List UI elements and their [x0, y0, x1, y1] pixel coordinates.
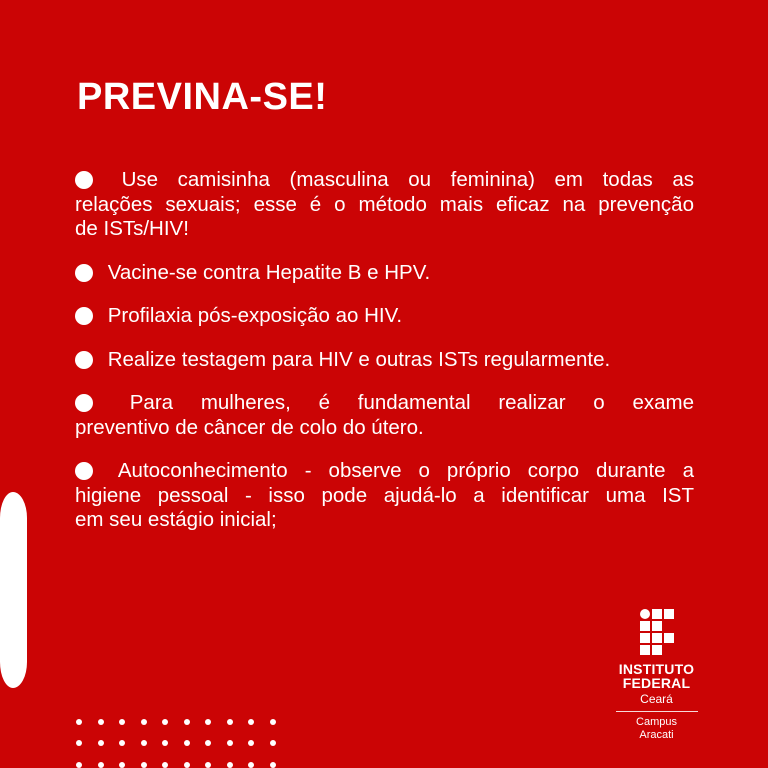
- bullet-line: Autoconhecimento - observe o próprio corpo durante a: [75, 459, 694, 484]
- logo-square-cell: [652, 645, 662, 655]
- decor-dot: [119, 762, 125, 768]
- decor-dot: [76, 719, 82, 725]
- decor-dot: [98, 762, 104, 768]
- logo-square-cell: [664, 621, 674, 631]
- decor-dot: [76, 762, 82, 768]
- bullet-item: [75, 348, 694, 373]
- bullet-dot-icon: [75, 462, 93, 480]
- bullet-list: [75, 168, 694, 552]
- bullet-item: [75, 261, 694, 286]
- logo-text-campus: Campus: [636, 716, 677, 728]
- bullet-line: Realize testagem para HIV e outras ISTs regularmente.: [75, 348, 694, 373]
- decor-dot: [248, 719, 254, 725]
- logo-square-cell: [640, 621, 650, 631]
- decor-dot: [248, 762, 254, 768]
- logo-text-instituto: INSTITUTO: [618, 661, 695, 677]
- bullet-line: preventivo de câncer de colo do útero.: [75, 415, 424, 439]
- logo-square-cell: [664, 633, 674, 643]
- bullet-item: [75, 391, 694, 440]
- page-title: PREVINA-SE!: [77, 76, 328, 118]
- decor-dot: [205, 740, 211, 746]
- decor-dot: [227, 719, 233, 725]
- bullet-dot-icon: [75, 307, 93, 325]
- logo-square-cell: [640, 633, 650, 643]
- bullet-dot-icon: [75, 394, 93, 412]
- bullet-dot-icon: [75, 351, 93, 369]
- decor-dot: [98, 719, 104, 725]
- decor-dot: [119, 719, 125, 725]
- bullet-item: [75, 168, 694, 242]
- decor-dot: [205, 762, 211, 768]
- if-logo-icon: [640, 609, 674, 655]
- logo-text-aracati: Aracati: [639, 728, 674, 741]
- logo-divider: [616, 711, 698, 712]
- logo-text-federal: FEDERAL: [622, 675, 691, 691]
- decor-dot: [162, 740, 168, 746]
- logo-square-cell: [652, 633, 662, 643]
- decor-dot: [227, 762, 233, 768]
- bullet-line: Profilaxia pós-exposição ao HIV.: [75, 304, 694, 329]
- bullet-dot-icon: [75, 264, 93, 282]
- decor-dot: [98, 740, 104, 746]
- decor-dot: [162, 719, 168, 725]
- bullet-line: higiene pessoal - isso pode ajudá-lo a identificar uma IST: [75, 483, 694, 507]
- decor-dot: [141, 719, 147, 725]
- decor-dot: [270, 719, 276, 725]
- decor-dot: [205, 719, 211, 725]
- instituto-federal-logo: [596, 606, 717, 741]
- decor-dot: [162, 762, 168, 768]
- decor-dot: [119, 740, 125, 746]
- decor-dot: [141, 740, 147, 746]
- decor-dot: [270, 740, 276, 746]
- decor-dot: [76, 740, 82, 746]
- bullet-line: Vacine-se contra Hepatite B e HPV.: [75, 261, 694, 286]
- logo-circle-cell: [640, 609, 650, 619]
- logo-square-cell: [664, 645, 674, 655]
- bullet-line: em seu estágio inicial;: [75, 508, 277, 531]
- decor-dot: [227, 740, 233, 746]
- logo-text-ceara: Ceará: [640, 692, 673, 706]
- bullet-line: Use camisinha (masculina ou feminina) em todas as: [75, 168, 694, 193]
- bullet-item: [75, 459, 694, 533]
- logo-square-cell: [640, 645, 650, 655]
- bullet-item: [75, 304, 694, 329]
- bullet-dot-icon: [75, 171, 93, 189]
- left-rounded-shape: [0, 492, 27, 688]
- dot-grid-decoration: [74, 711, 289, 768]
- decor-dot: [270, 762, 276, 768]
- decor-dot: [248, 740, 254, 746]
- decor-dot: [184, 762, 190, 768]
- decor-dot: [141, 762, 147, 768]
- bullet-line: de ISTs/HIV!: [75, 217, 189, 240]
- bullet-line: relações sexuais; esse é o método mais eficaz na prevenção: [75, 192, 694, 216]
- bullet-line: Para mulheres, é fundamental realizar o exame: [75, 391, 694, 416]
- decor-dot: [184, 740, 190, 746]
- logo-square-cell: [652, 609, 662, 619]
- logo-square-cell: [664, 609, 674, 619]
- decor-dot: [184, 719, 190, 725]
- logo-square-cell: [652, 621, 662, 631]
